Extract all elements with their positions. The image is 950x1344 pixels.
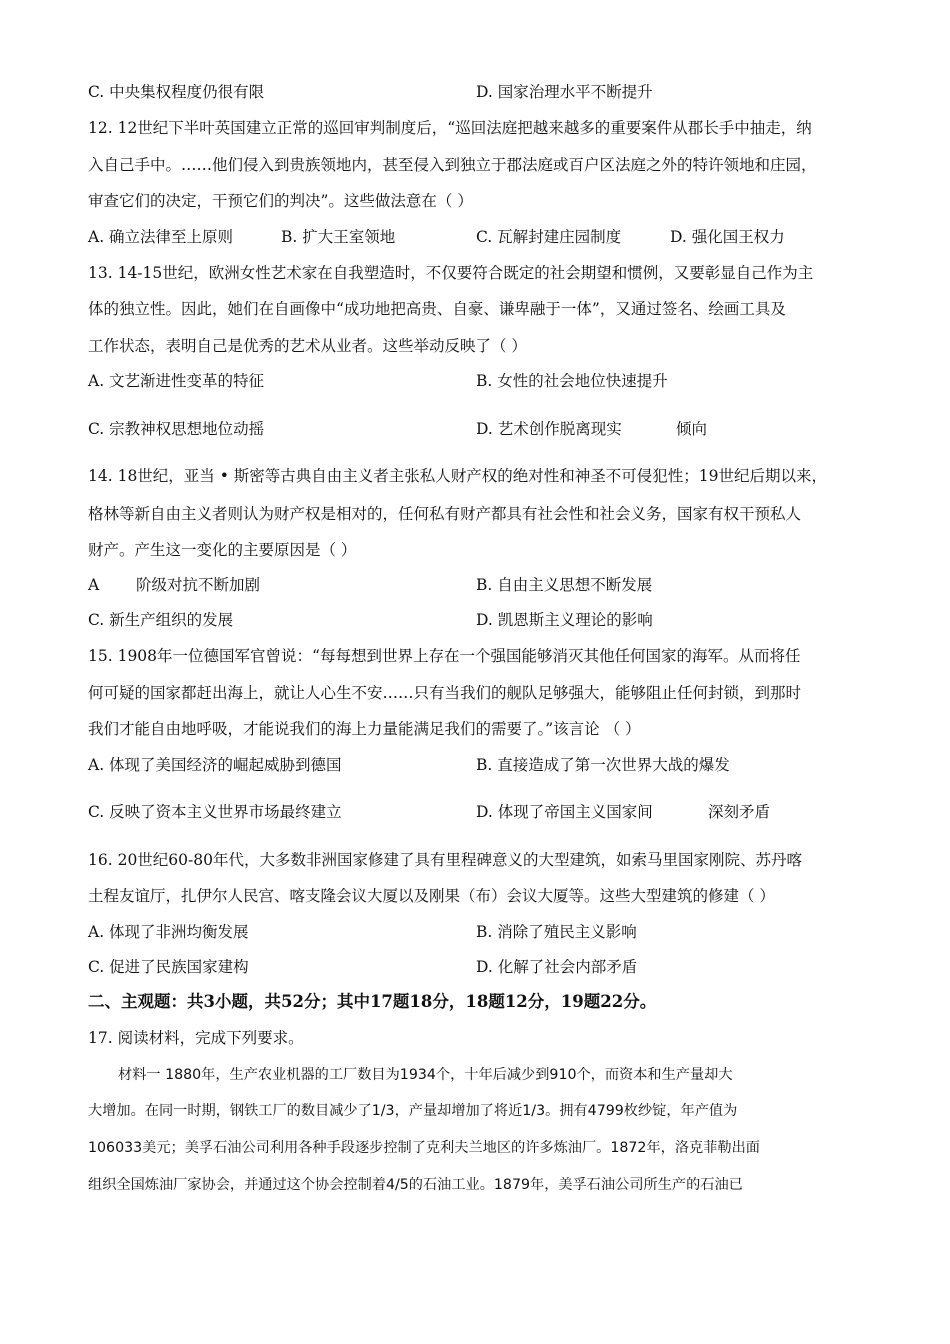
q13-option-d: D. 艺术创作脱离现实 bbox=[476, 420, 622, 438]
q14-stem-line2: 格林等新自由主义者则认为财产权是相对的，任何私有财产都具有社会性和社会义务，国家有权干预私人 bbox=[88, 505, 802, 523]
q17-material-line3: 106033美元；美孚石油公司利用各种手段逐步控制了克利夫兰地区的许多炼油厂。1872年，洛克菲勒出面 bbox=[88, 1140, 760, 1156]
q16-stem-line2: 土程友谊厅，扎伊尔人民宫、喀支隆会议大厦以及刚果（布）会议大厦等。这些大型建筑的修建（ ） bbox=[88, 887, 775, 905]
q16-stem-line1: 16. 20世纪60-80年代，大多数非洲国家修建了具有里程碑意义的大型建筑，如索马里国家刚院、苏丹喀 bbox=[88, 851, 802, 869]
q13-option-d-tail: 倾向 bbox=[676, 420, 708, 438]
q12-option-d: D. 强化国王权力 bbox=[670, 228, 785, 246]
q16-option-d: D. 化解了社会内部矛盾 bbox=[476, 958, 638, 976]
q13-option-b: B. 女性的社会地位快速提升 bbox=[476, 372, 668, 390]
q11-option-c: C. 中央集权程度仍很有限 bbox=[88, 83, 265, 101]
q16-option-a: A. 体现了非洲均衡发展 bbox=[88, 923, 249, 941]
q14-option-a: 阶级对抗不断加剧 bbox=[136, 576, 261, 594]
q14-option-b: B. 自由主义思想不断发展 bbox=[476, 576, 653, 594]
q15-option-d-tail: 深刻矛盾 bbox=[708, 803, 771, 821]
q13-stem-line3: 工作状态，表明自己是优秀的艺术从业者。这些举动反映了（ ） bbox=[88, 337, 527, 355]
q14-option-c: C. 新生产组织的发展 bbox=[88, 611, 234, 629]
q15-option-d: D. 体现了帝国主义国家间 bbox=[476, 803, 653, 821]
q15-option-c: C. 反映了资本主义世界市场最终建立 bbox=[88, 803, 342, 821]
q17-intro: 17. 阅读材料，完成下列要求。 bbox=[88, 1029, 304, 1047]
q15-stem-line1: 15. 1908年一位德国军官曾说：“每每想到世界上存在一个强国能够消灭其他任何国家的海军。从而将任 bbox=[88, 647, 801, 665]
q14-stem-line3: 财产。产生这一变化的主要原因是（ ） bbox=[88, 541, 357, 559]
q16-option-b: B. 消除了殖民主义影响 bbox=[476, 923, 637, 941]
q13-stem-line2: 体的独立性。因此，她们在自画像中“成功地把高贵、自豪、谦卑融于一体”，又通过签名、绘画工具及 bbox=[88, 300, 786, 318]
q17-material-line1: 材料一 1880年，生产农业机器的工厂数目为1934个，十年后减少到910个，而资本和生产量却大 bbox=[118, 1067, 733, 1083]
section-heading: 二、主观题：共3小题，共52分；其中17题18分，18题12分，19题22分。 bbox=[88, 992, 657, 1011]
q12-option-b: B. 扩大王室领地 bbox=[281, 228, 396, 246]
q14-option-a-letter: A bbox=[88, 576, 100, 594]
q15-option-b: B. 直接造成了第一次世界大战的爆发 bbox=[476, 756, 730, 774]
q15-option-a: A. 体现了美国经济的崛起威胁到德国 bbox=[88, 756, 342, 774]
q11-option-d: D. 国家治理水平不断提升 bbox=[476, 83, 653, 101]
q13-option-a: A. 文艺渐进性变革的特征 bbox=[88, 372, 265, 390]
q17-material-line2: 大增加。在同一时期，钢铁工厂的数目减少了1/3，产量却增加了将近1/3。拥有4799枚纱锭，年产值为 bbox=[88, 1103, 738, 1119]
q12-stem-line1: 12. 12世纪下半叶英国建立正常的巡回审判制度后，“巡回法庭把越来越多的重要案件从郡长手中抽走，纳 bbox=[88, 119, 812, 137]
q16-option-c: C. 促进了民族国家建构 bbox=[88, 958, 249, 976]
q14-stem-line1: 14. 18世纪，亚当 • 斯密等古典自由主义者主张私人财产权的绝对性和神圣不可侵犯性；19世纪后期以来， bbox=[88, 467, 828, 485]
q17-material-line4: 组织全国炼油厂家协会，并通过这个协会控制着4/5的石油工业。1879年，美孚石油公司所生产的石油已 bbox=[88, 1177, 743, 1193]
q12-option-c: C. 瓦解封建庄园制度 bbox=[476, 228, 622, 246]
q13-option-c: C. 宗教神权思想地位动摇 bbox=[88, 420, 265, 438]
q14-option-d: D. 凯恩斯主义理论的影响 bbox=[476, 611, 653, 629]
q12-stem-line2: 入自己手中。……他们侵入到贵族领地内，甚至侵入到独立于郡法庭或百户区法庭之外的特许领地和庄园， bbox=[88, 156, 817, 174]
q12-stem-line3: 审查它们的决定，干预它们的判决”。这些做法意在（ ） bbox=[88, 192, 473, 210]
q15-stem-line3: 我们才能自由地呼吸，才能说我们的海上力量能满足我们的需要了。”该言论 （ ） bbox=[88, 720, 641, 738]
q13-stem-line1: 13. 14-15世纪，欧洲女性艺术家在自我塑造时，不仅要符合既定的社会期望和惯例，又要彰显自己作为主 bbox=[88, 264, 814, 282]
q15-stem-line2: 何可疑的国家都赶出海上，就让人心生不安……只有当我们的舰队足够强大，能够阻止任何封锁，到那时 bbox=[88, 684, 802, 702]
q12-option-a: A. 确立法律至上原则 bbox=[88, 228, 234, 246]
